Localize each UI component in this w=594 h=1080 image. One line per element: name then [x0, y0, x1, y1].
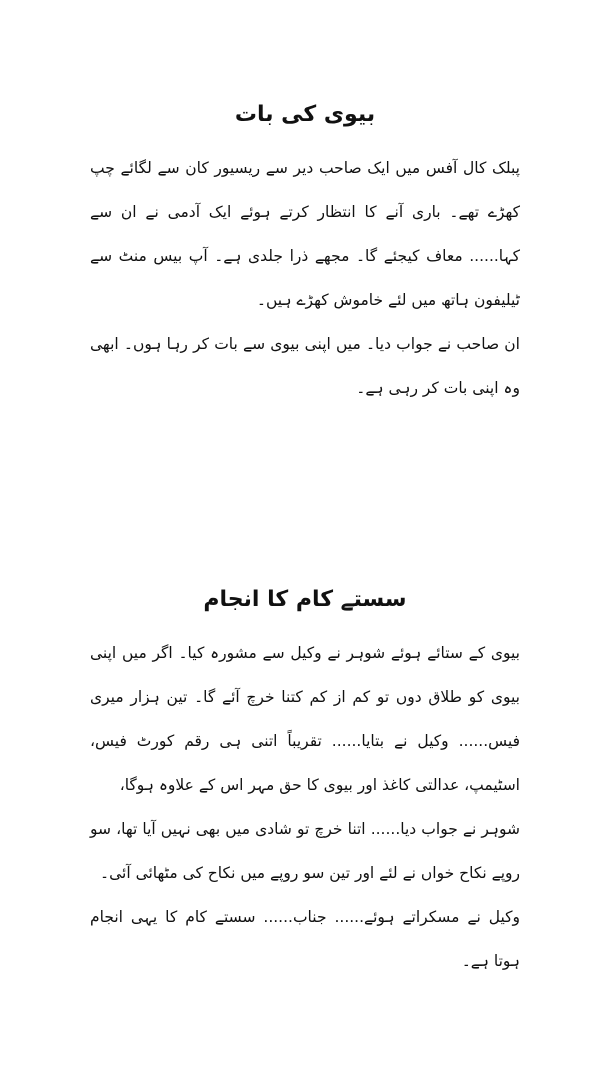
story-paragraph: بیوی کے ستائے ہوئے شوہر نے وکیل سے مشورہ کیا۔ اگر میں اپنی بیوی کو طلاق دوں تو کم از کم کتنا خرچ آئے گا۔ تین ہزار میری فیس...... وکیل نے بتایا...... تقریباً اتنی ہی رقم کورٹ فیس، اسٹیمپ، عدالتی کاغذ اور بیوی کا حق مہر اس کے علاوہ ہوگا،	[90, 644, 520, 794]
story-title: بیوی کی بات	[234, 102, 376, 127]
story-paragraph: وکیل نے مسکراتے ہوئے...... جناب...... سستے کام کا یہی انجام ہوتا ہے۔	[90, 908, 520, 970]
story-title: سستے کام کا انجام	[203, 587, 407, 612]
story-paragraph: شوہر نے جواب دیا...... اتنا خرچ تو شادی میں بھی نہیں آیا تھا، سو روپے نکاح خواں نے لئے اور تین سو روپے میں نکاح کی مٹھائی آئی۔	[90, 820, 520, 882]
story-wife-talk	[90, 100, 520, 410]
story-cheap-work-result	[90, 585, 520, 983]
story-paragraph: ان صاحب نے جواب دیا۔ میں اپنی بیوی سے بات کر رہا ہوں۔ ابھی وہ اپنی بات کر رہی ہے۔	[90, 335, 520, 397]
story-paragraph: پبلک کال آفس میں ایک صاحب دیر سے ریسیور کان سے لگائے چپ کھڑے تھے۔ باری آنے کا انتظار کرتے ہوئے ایک آدمی نے ان سے کہا...... معاف کیجئے گا۔ مجھے ذرا جلدی ہے۔ آپ بیس منٹ سے ٹیلیفون ہاتھ میں لئے خاموش کھڑے ہیں۔	[90, 159, 520, 309]
